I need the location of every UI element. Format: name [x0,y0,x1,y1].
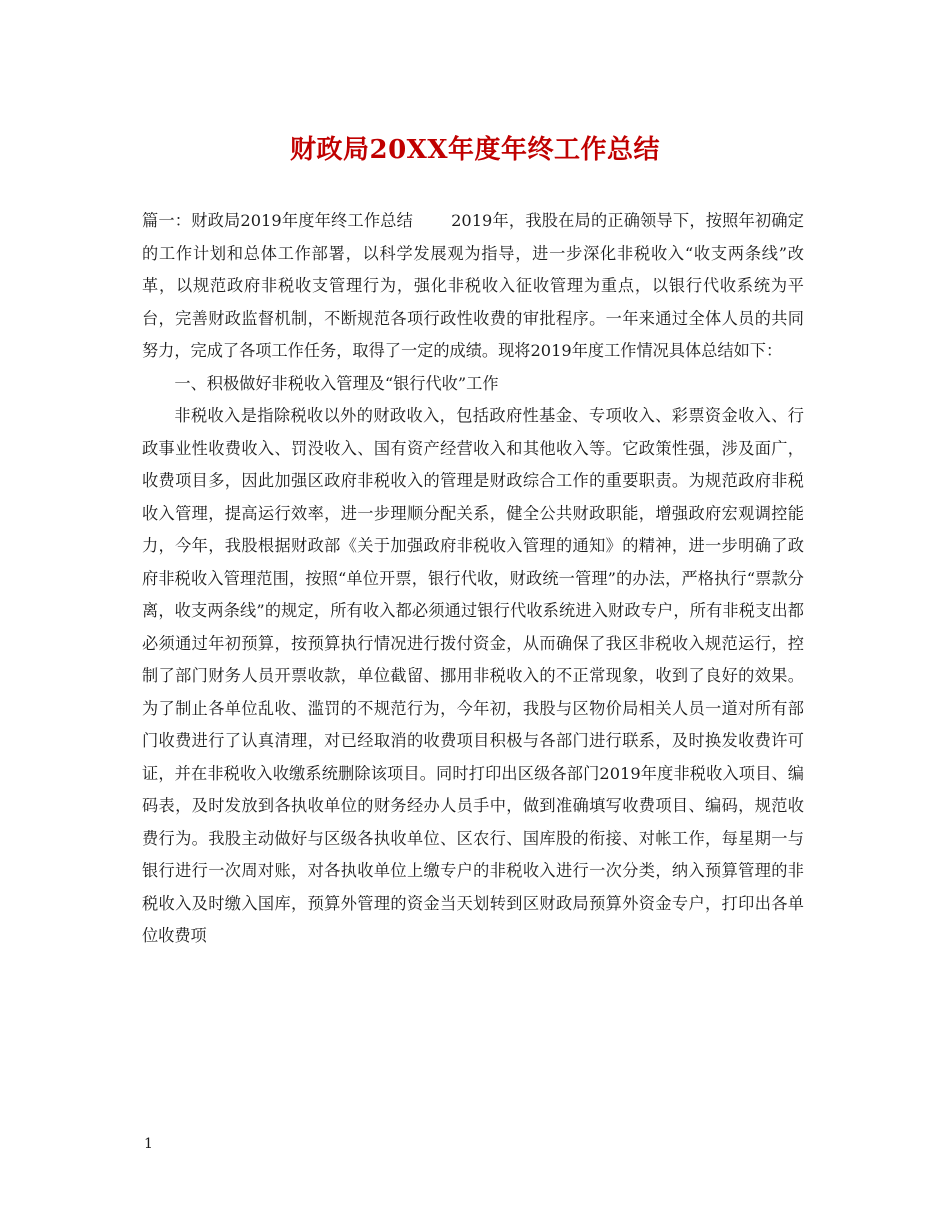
intro-text: 2019年，我股在局的正确领导下，按照年初确定的工作计划和总体工作部署，以科学发展观为指导，进一步深化非税收入“收支两条线”改革，以规范政府非税收支管理行为，强化非税收入征收管理为重点，以银行代收系统为平台，完善财政监督机制，不断规范各项行政性收费的审批程序。一年来通过全体人员的共同努力，完成了各项工作任务，取得了一定的成绩。现将2019年度工作情况具体总结如下： [142,211,804,360]
page-number: 1 [144,1136,153,1152]
document-body [142,205,804,953]
intro-paragraph [142,205,804,368]
section-heading: 一、积极做好非税收入管理及“银行代收”工作 [174,373,499,393]
body-paragraph: 非税收入是指除税收以外的财政收入，包括政府性基金、专项收入、彩票资金收入、行政事业性收费收入、罚没收入、国有资产经营收入和其他收入等。它政策性强，涉及面广，收费项目多，因此加强区政府非税收入的管理是财政综合工作的重要职责。为规范政府非税收入管理，提高运行效率，进一步理顺分配关系，健全公共财政职能，增强政府宏观调控能力，今年，我股根据财政部《关于加强政府非税收入管理的通知》的精神，进一步明确了政府非税收入管理范围，按照“单位开票，银行代收，财政统一管理”的办法，严格执行“票款分离，收支两条线”的规定，所有收入都必须通过银行代收系统进入财政专户，所有非税支出都必须通过年初预算，按预算执行情况进行拨付资金，从而确保了我区非税收入规范运行，控制了部门财务人员开票收款，单位截留、挪用非税收入的不正常现象，收到了良好的效果。为了制止各单位乱收、滥罚的不规范行为，今年初，我股与区物价局相关人员一道对所有部门收费进行了认真清理，对已经取消的收费项目积极与各部门进行联系，及时换发收费许可证，并在非税收入收缴系统删除该项目。同时打印出区级各部门2019年度非税收入项目、编码表，及时发放到各执收单位的财务经办人员手中，做到准确填写收费项目、编码，规范收费行为。我股主动做好与区级各执收单位、区农行、国库股的衔接、对帐工作，每星期一与银行进行一次周对账，对各执收单位上缴专户的非税收入进行一次分类，纳入预算管理的非税收入及时缴入国库，预算外管理的资金当天划转到区财政局预算外资金专户，打印出各单位收费项 [142,406,804,945]
intro-label: 篇一：财政局2019年度年终工作总结 [142,211,414,230]
document-title: 财政局20XX年度年终工作总结 [289,135,661,165]
